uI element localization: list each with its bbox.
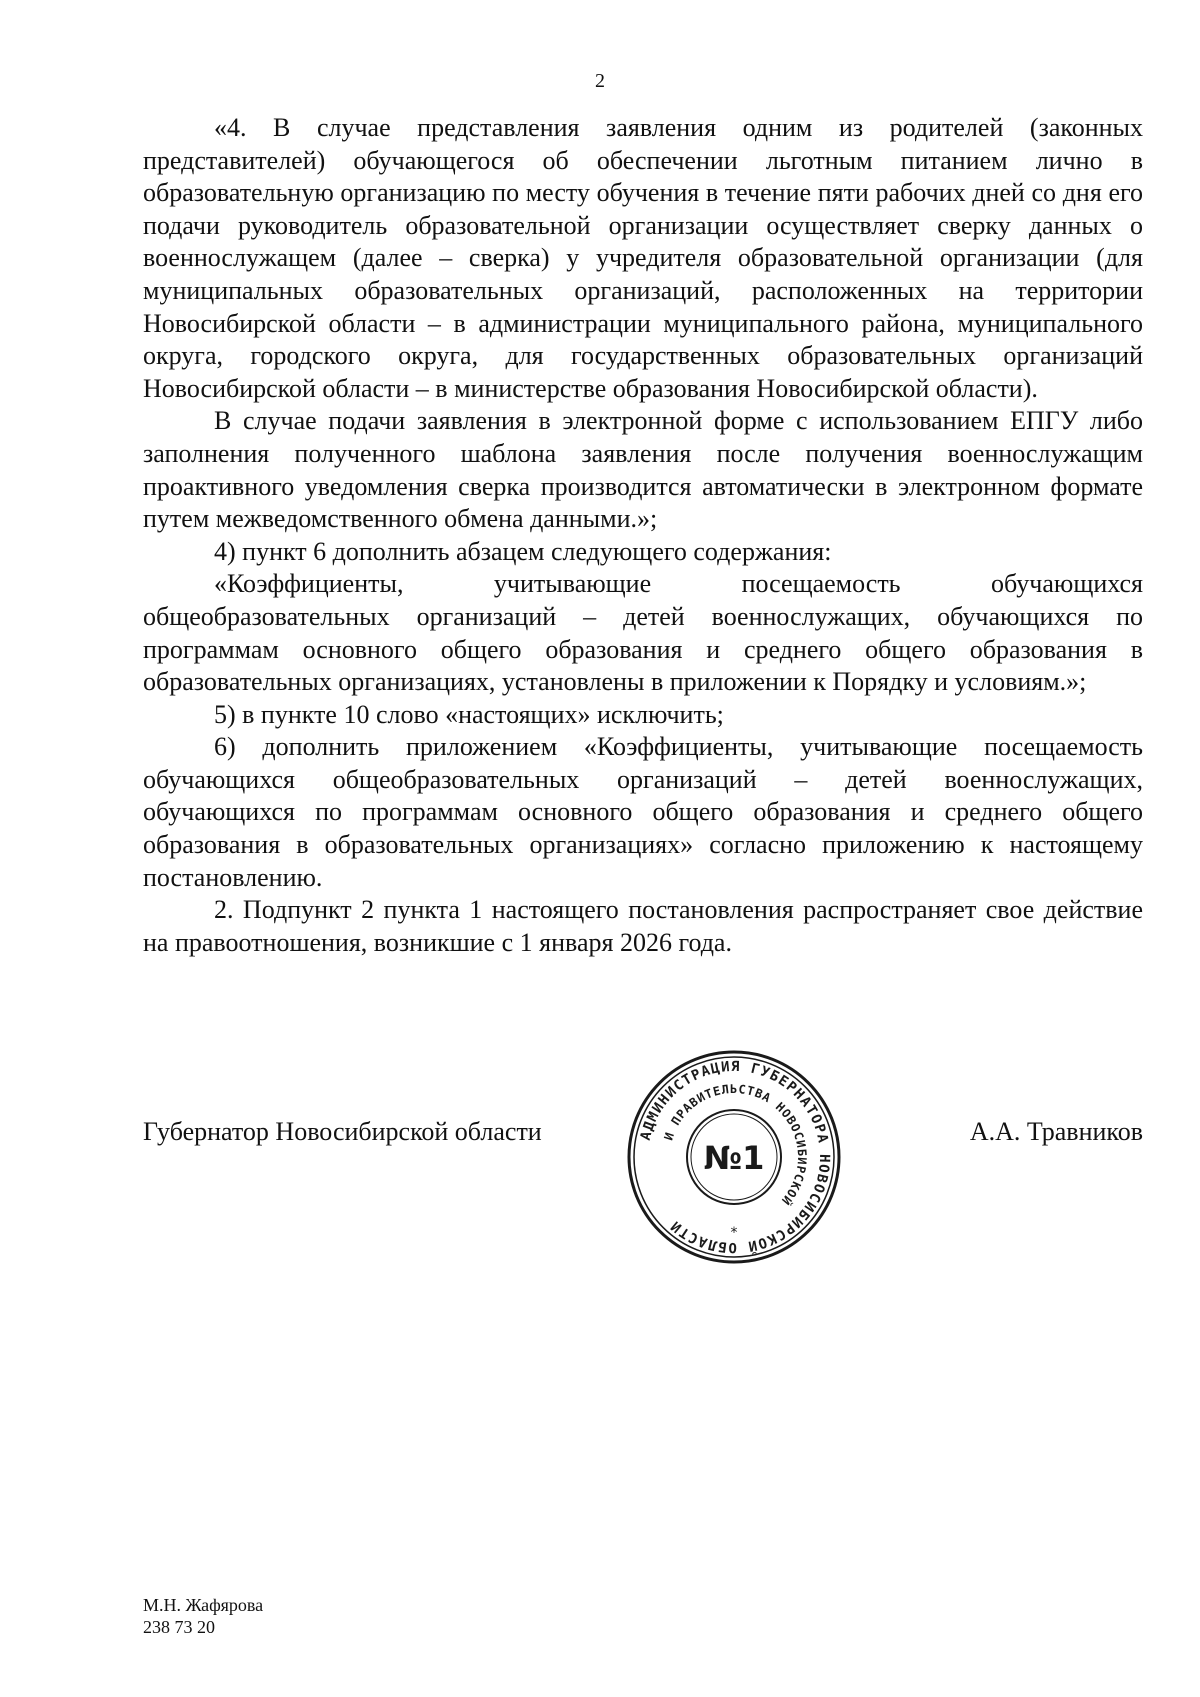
page-number: 2 xyxy=(595,70,605,92)
executor-name: М.Н. Жафярова xyxy=(143,1595,264,1615)
paragraph: 6) дополнить приложением «Коэффициенты, учитывающие посещаемость обучающихся общеобразовательных организаций – детей военнослужащих, обучающихся по программам основного общего образования и среднего общего образования в образовательных организациях» согласно приложению к настоящему постановлению. xyxy=(143,732,1143,892)
paragraph: 4) пункт 6 дополнить абзацем следующего содержания: xyxy=(214,536,832,566)
seal-star-icon: * xyxy=(730,1225,738,1241)
paragraph: 2. Подпункт 2 пункта 1 настоящего постановления распространяет свое действие на правоотношения, возникшие с 1 января 2026 года. xyxy=(143,895,1143,957)
signatory-name: А.А. Травников xyxy=(969,1117,1143,1146)
paragraph: «4. В случае представления заявления одним из родителей (законных представителей) обучающегося об обеспечении льготным питанием лично в образовательную организацию по месту обучения в течение пяти рабочих дней со дня его подачи руководитель образовательной организации осуществляет сверку данных о военнослужащем (далее – сверка) у учредителя образовательной организации (для муниципальных образовательных организаций, расположенных на территории Новосибирской области – в администрации муниципального района, муниципального округа, городского округа, для государственных образовательных организаций Новосибирской области – в министерстве образования Новосибирской области). xyxy=(143,113,1143,403)
paragraph: В случае подачи заявления в электронной форме с использованием ЕПГУ либо заполнения полученного шаблона заявления после получения военнослужащим проактивного уведомления сверка производится автоматически в электронном формате путем межведомственного обмена данными.»; xyxy=(143,406,1143,534)
seal-outer-textpath: АДМИНИСТРАЦИЯ ГУБЕРНАТОРА НОВОСИБИРСКОЙ ОБЛАСТИ xyxy=(637,1058,833,1256)
official-seal xyxy=(624,1047,844,1267)
signatory-title: Губернатор Новосибирской области xyxy=(143,1117,542,1146)
paragraph: «Коэффициенты, учитывающие посещаемость обучающихся общеобразовательных организаций – детей военнослужащих, обучающихся по программам основного общего образования и среднего общего образования в образовательных организациях, установлены в приложении к Порядку и условиям.»; xyxy=(143,569,1143,697)
seal-graphic xyxy=(624,1047,844,1267)
paragraph: 5) в пункте 10 слово «настоящих» исключить; xyxy=(214,699,724,729)
document-body xyxy=(143,112,1143,959)
executor-info xyxy=(143,1594,263,1638)
executor-phone: 238 73 20 xyxy=(143,1617,215,1637)
seal-center-number: №1 xyxy=(703,1139,765,1177)
seal-inner-textpath: И ПРАВИТЕЛЬСТВА НОВОСИБИРСКОЙ xyxy=(661,1081,810,1208)
